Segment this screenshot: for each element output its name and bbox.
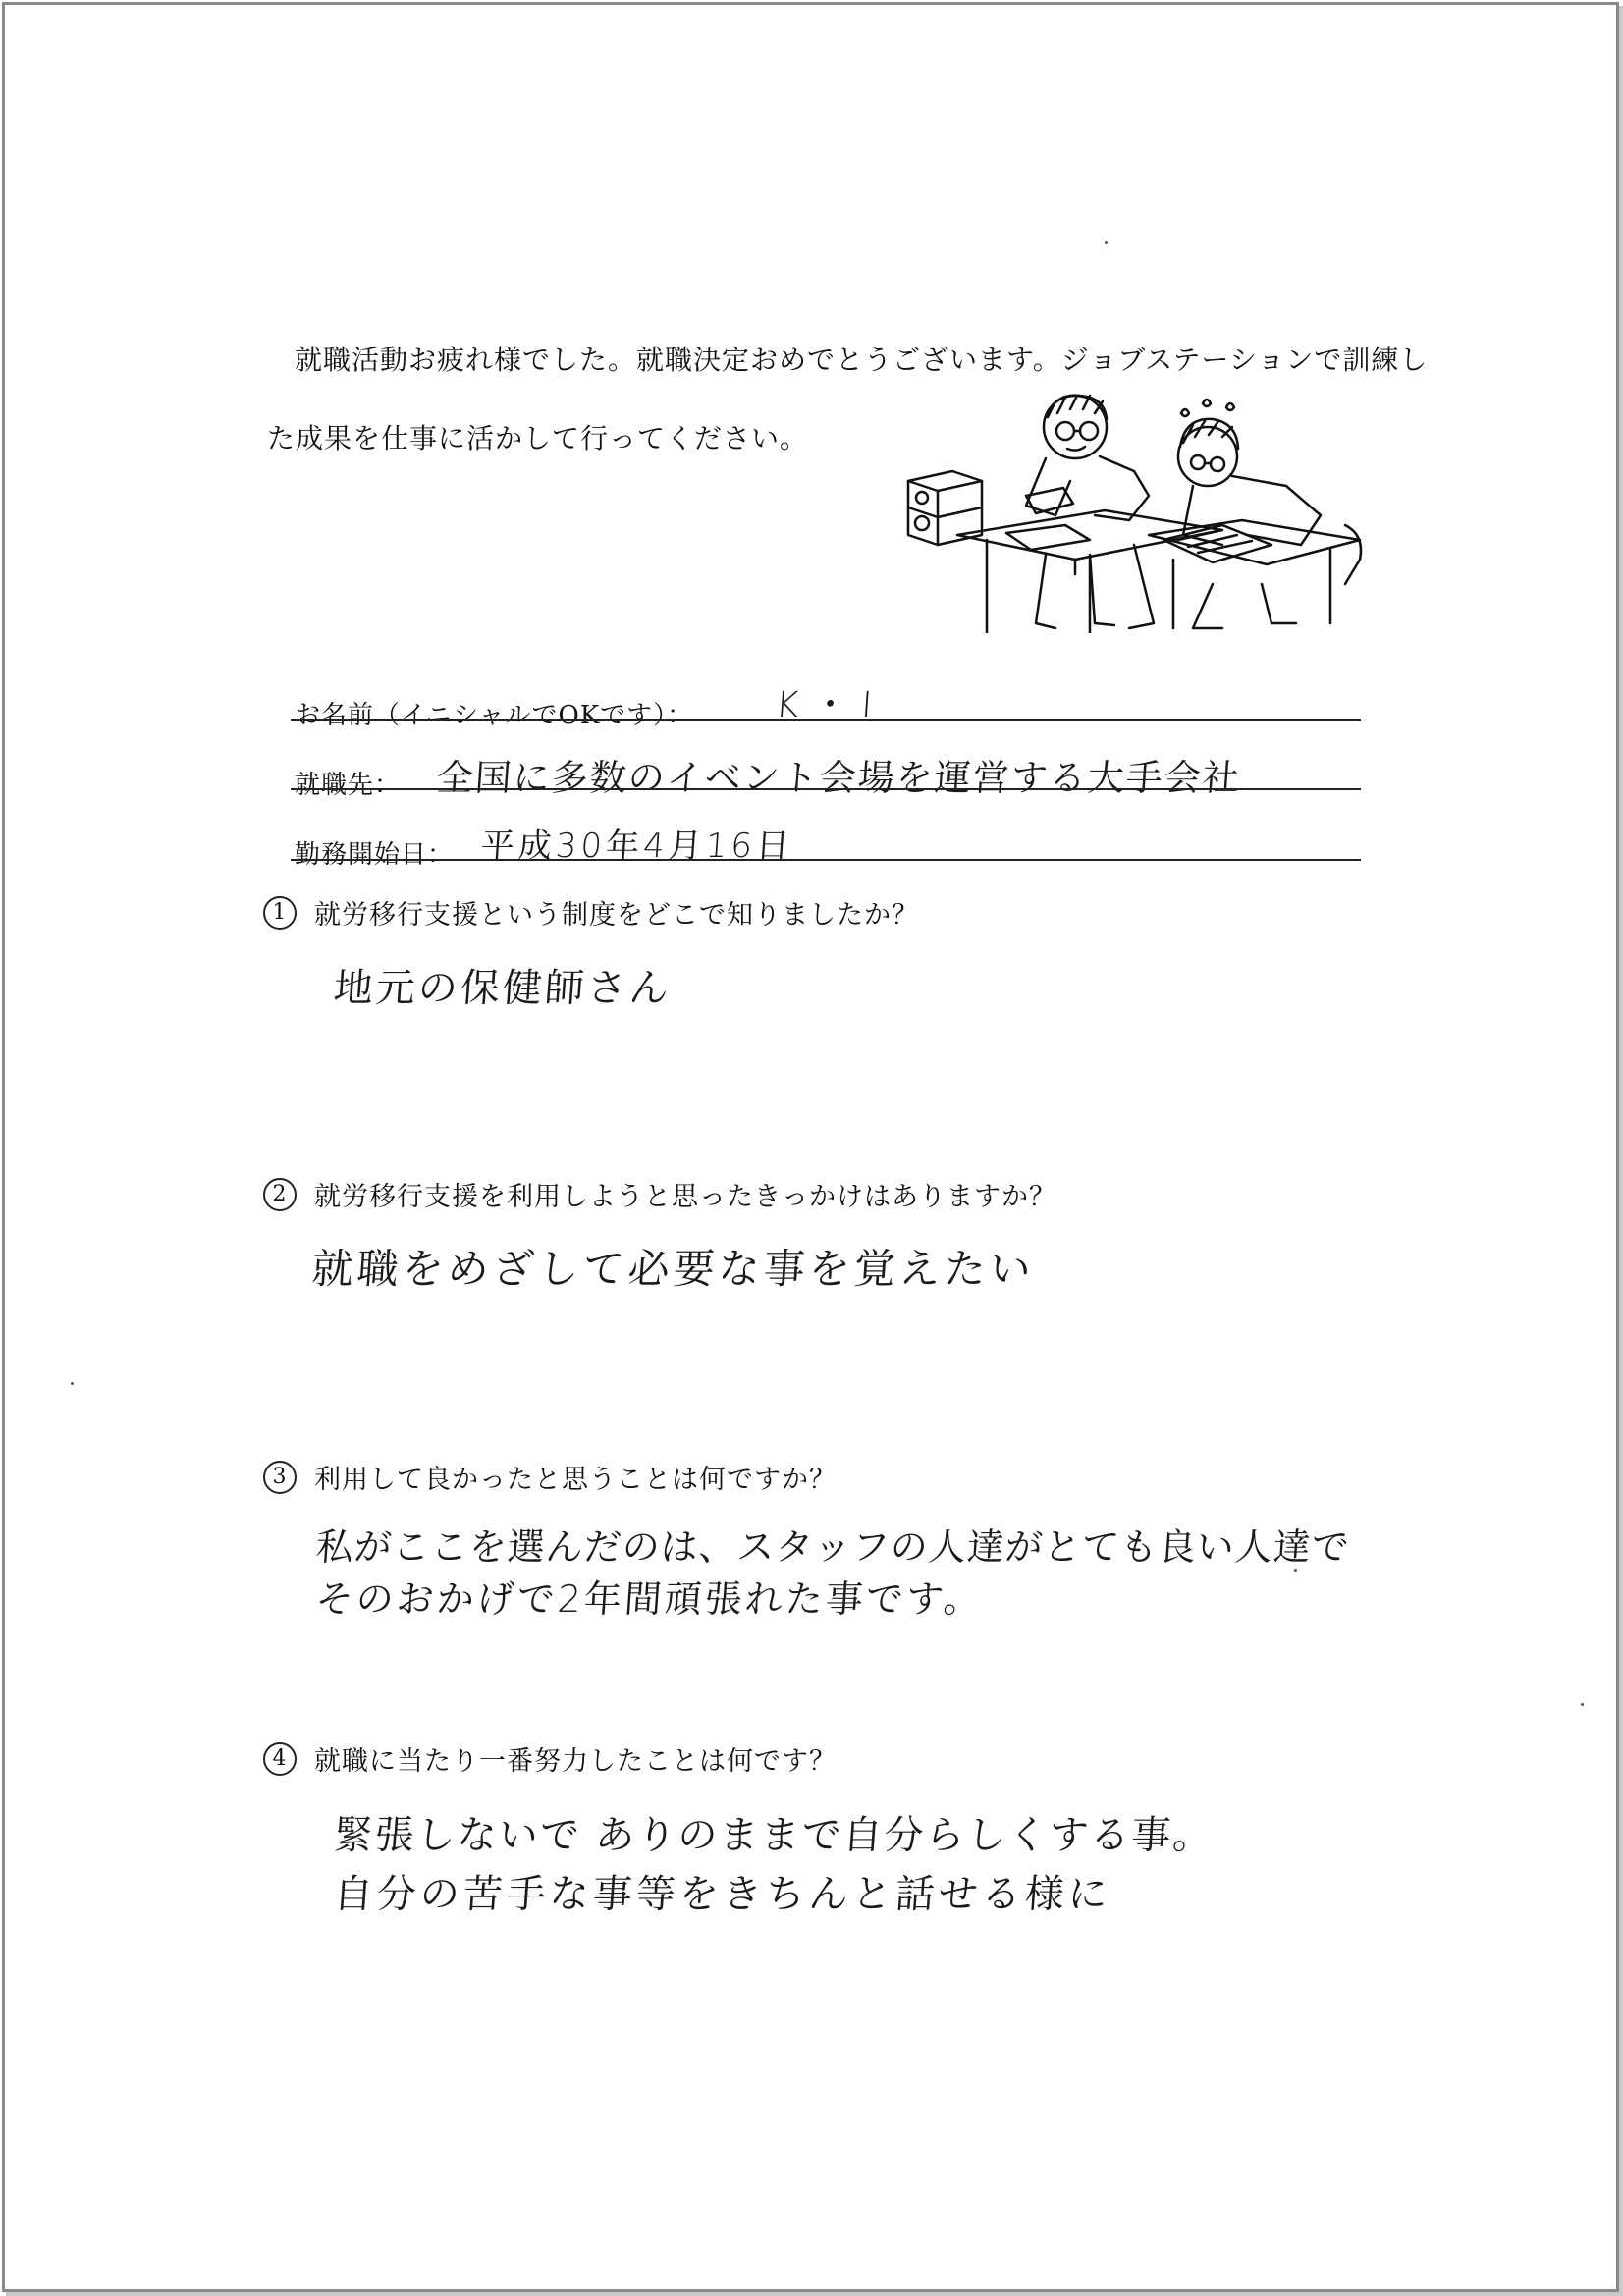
employer-label: 就職先：: [295, 771, 402, 800]
question-number: 2: [263, 1178, 297, 1211]
question-number: 1: [263, 896, 297, 930]
name-underline: [291, 719, 1361, 721]
intro-line-2: た成果を仕事に活かして行ってください。: [267, 422, 809, 454]
employer-underline: [291, 788, 1361, 790]
question-1: [263, 893, 919, 932]
name-label: お名前（イニシャルでOKです）：: [295, 701, 694, 730]
answer-4-line-2: 自分の苦手な事等をきちんと話せる様に: [332, 1872, 1113, 1917]
question-3: [263, 1458, 837, 1496]
question-number: 3: [263, 1461, 297, 1494]
question-text: 利用して良かったと思うことは何ですか？: [314, 1465, 837, 1495]
name-value: K・I: [774, 685, 888, 725]
scan-speck: [1105, 241, 1108, 244]
start-date-value: 平成30年4月16日: [479, 827, 795, 866]
question-text: 就労移行支援という制度をどこで知りましたか？: [314, 900, 919, 931]
question-text: 就職に当たり一番努力したことは何です？: [314, 1746, 837, 1777]
answer-3-line-1: 私がここを選んだのは、スタッフの人達がとても良い人達で: [314, 1525, 1352, 1569]
two-workers-at-desk-illustration: [898, 388, 1370, 633]
question-4: [263, 1739, 837, 1778]
intro-line-1: 就職活動お疲れ様でした。就職決定おめでとうございます。ジョブステーションで訓練し: [295, 344, 1429, 376]
scan-speck: [1581, 1703, 1584, 1706]
scan-speck: [71, 1382, 74, 1385]
start-date-underline: [291, 859, 1361, 861]
answer-1-line-1: 地元の保健師さん: [332, 966, 674, 1011]
scan-speck: [1294, 1569, 1297, 1572]
start-date-label: 勤務開始日：: [295, 840, 455, 870]
question-number: 4: [263, 1742, 297, 1776]
answer-3-line-2: そのおかげで2年間頑張れた事です。: [314, 1577, 986, 1621]
employer-value: 全国に多数のイベント会場を運営する大手会社: [435, 757, 1243, 799]
answer-2-line-1: 就職をめざして必要な事を覚えたい: [310, 1245, 1037, 1293]
question-text: 就労移行支援を利用しようと思ったきっかけはありますか？: [314, 1182, 1056, 1212]
answer-4-line-1: 緊張しないで ありのままで自分らしくする事。: [332, 1813, 1217, 1858]
question-2: [263, 1175, 1056, 1213]
